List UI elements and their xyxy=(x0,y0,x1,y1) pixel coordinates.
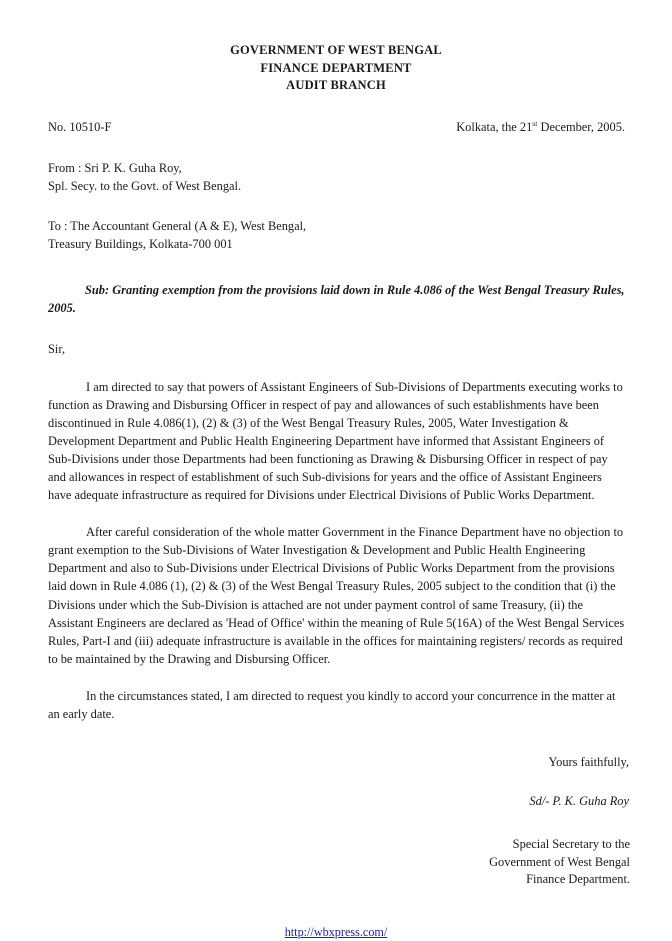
letterhead-branch-line: AUDIT BRANCH xyxy=(286,78,386,92)
place-and-date xyxy=(456,119,625,136)
body-paragraph: In the circumstances stated, I am directed to request you kindly to accord your concurrence in the matter at an early date. xyxy=(48,688,616,721)
signature-line: Sd/- P. K. Guha Roy xyxy=(529,794,629,809)
designation-line-1: Special Secretary to the xyxy=(512,837,630,852)
to-block xyxy=(48,217,625,254)
subject-line: Sub: Granting exemption from the provisions laid down in Rule 4.086 of the West Bengal Treasury Rules, 2005. xyxy=(48,282,625,315)
from-designation-line: Spl. Secy. to the Govt. of West Bengal. xyxy=(48,179,242,193)
to-address-line: Treasury Buildings, Kolkata-700 001 xyxy=(48,237,233,251)
date-rest: December, 2005. xyxy=(537,119,625,134)
to-addressee-line: To : The Accountant General (A & E), West Bengal, xyxy=(48,218,307,233)
date-ordinal-suffix: st xyxy=(532,118,538,128)
designation-line-2: Government of West Bengal xyxy=(489,854,630,869)
salutation: Sir, xyxy=(48,341,66,356)
designation-line-3: Finance Department. xyxy=(526,872,630,887)
signatory-designation xyxy=(48,836,630,889)
body-paragraph: I am directed to say that powers of Assistant Engineers of Sub-Divisions of Departments executing works to function as Drawing and Disbursing Officer in respect of pay and allowances of such establishments have been discontinued in Rule 4.086(1), (2) & (3) of the West Bengal Treasury Rules, 2005, Water Investigation & Development Department and Public Health Engineering Department have informed that Assistant Engineers of Sub-Divisions under those Departments had been functioning as Drawing & Disbursing Officer in respect of pay and allowances in respect of establishment of such Sub-divisions for years and the office of Assistant Engineers have adequate infrastructure as required for Divisions under Electrical Divisions of Public Works Department. xyxy=(48,379,623,503)
footer xyxy=(0,923,672,941)
valediction: Yours faithfully, xyxy=(548,755,629,770)
source-link[interactable]: http://wbxpress.com/ xyxy=(284,924,388,939)
reference-row xyxy=(48,119,625,136)
document-page xyxy=(0,42,672,939)
from-block xyxy=(48,159,625,196)
letterhead xyxy=(0,42,672,95)
letterhead-government-line: GOVERNMENT OF WEST BENGAL xyxy=(230,43,442,57)
date-prefix: Kolkata, the 21 xyxy=(456,119,533,134)
memo-number: No. 10510-F xyxy=(48,119,112,134)
letterhead-department-line: FINANCE DEPARTMENT xyxy=(260,60,412,75)
body-paragraph: After careful consideration of the whole matter Government in the Finance Department have no objection to grant exemption to the Sub-Divisions of Water Investigation & Development and Public Health Engineering Department and also to Sub-Divisions under Electrical Divisions of Public Works Department from the provisions laid down in Rule 4.086 (1), (2) & (3) of the West Bengal Treasury Rules, 2005 subject to the condition that (i) the Divisions under which the Sub-Division is attached are not under payment control of same Treasury, (ii) the Assistant Engineers are declared as 'Head of Office' within the meaning of Rule 5(16A) of the West Bengal Services Rules, Part-I and (iii) adequate infrastructure is available in the offices for maintaining registers/ records as required to be maintained by the Drawing and Disbursing Officer. xyxy=(48,525,625,666)
letter-body xyxy=(48,378,625,724)
from-name-line: From : Sri P. K. Guha Roy, xyxy=(48,160,182,175)
